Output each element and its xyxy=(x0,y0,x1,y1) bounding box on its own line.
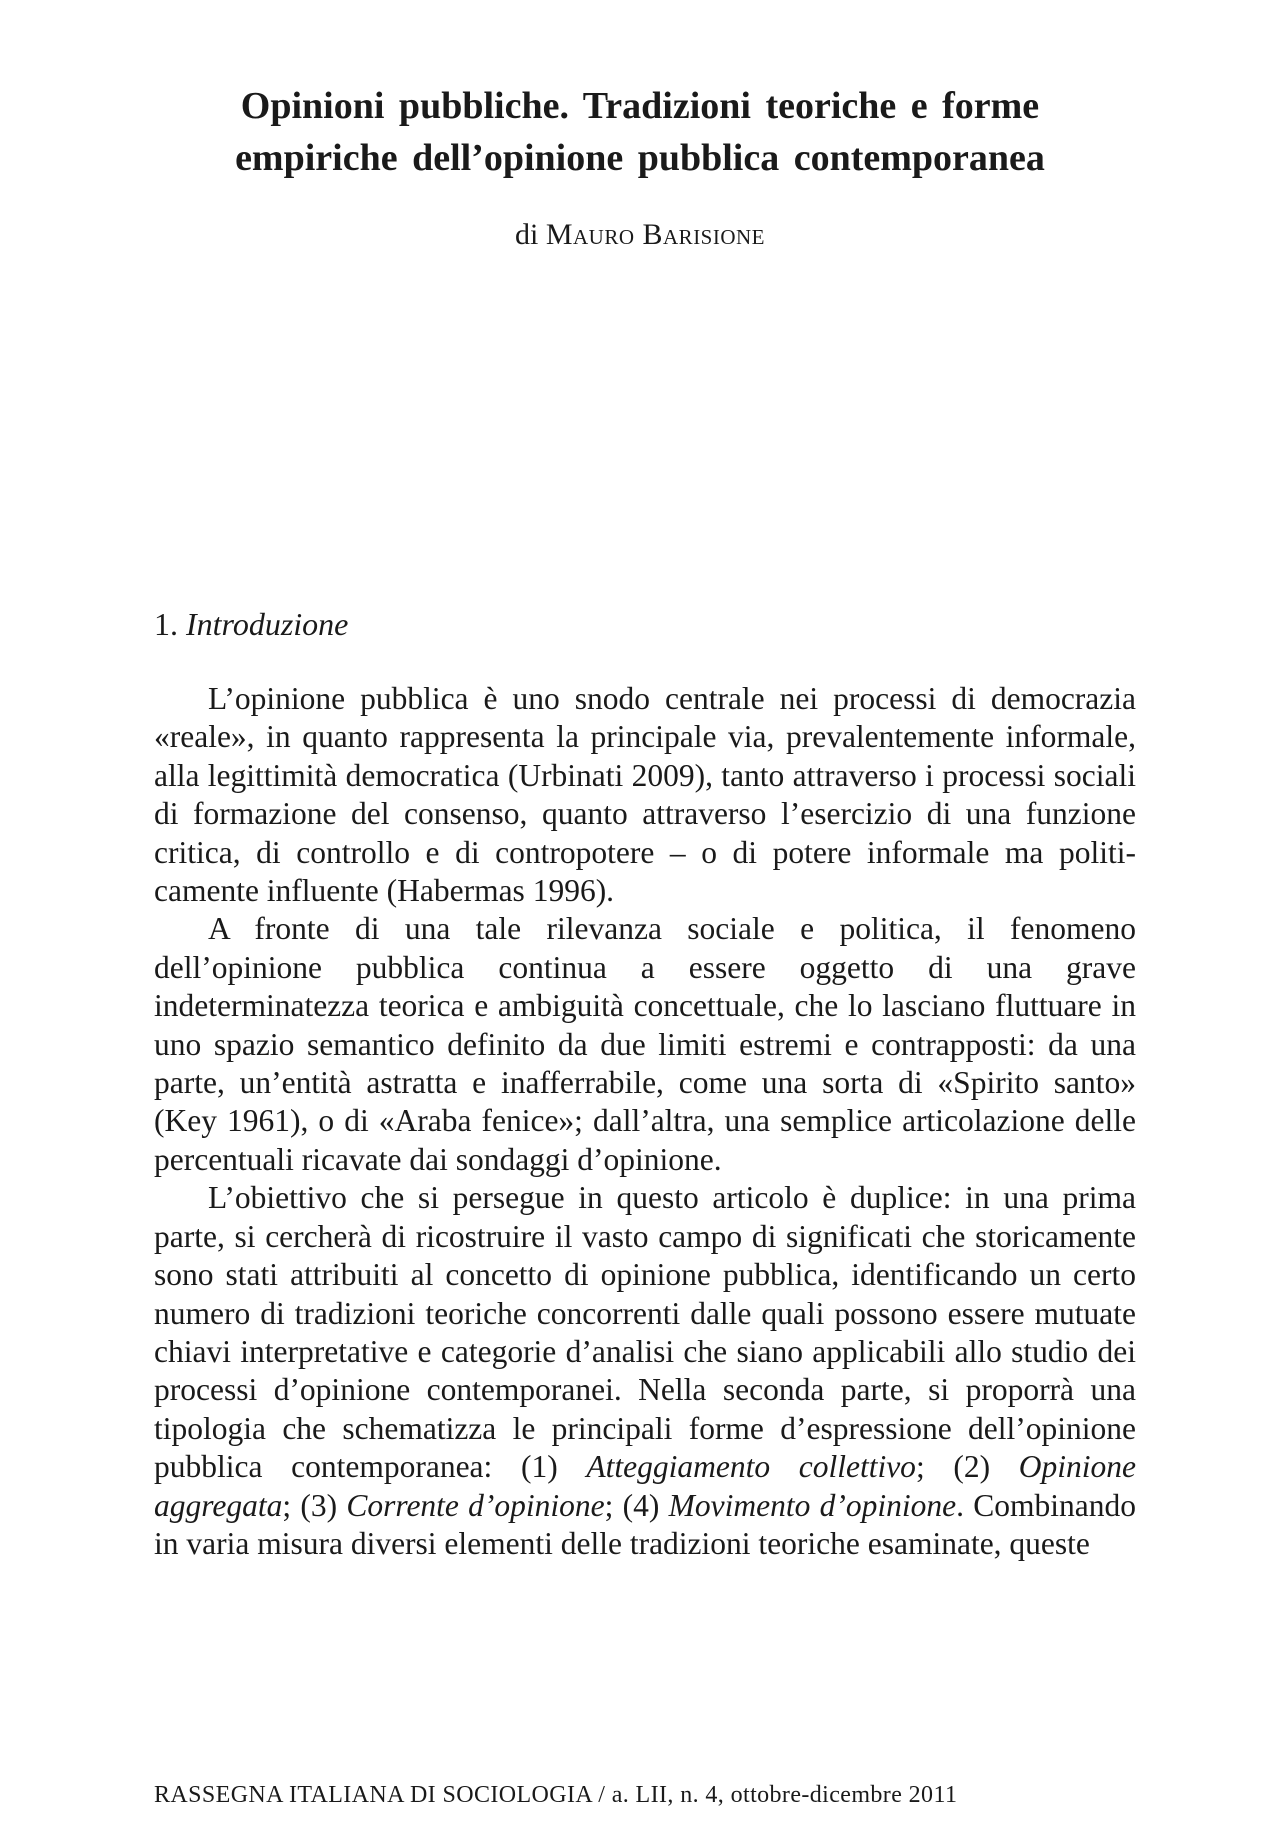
paragraph-1: L’opinione pubblica è uno snodo centrale nei processi di democrazia «reale», in quanto rappresenta la principale via, prevalentemente informale, alla legittimità democratica (Urbinati 2009), tanto attraverso i processi sociali di formazione del consenso, quanto attraverso l’esercizio di una funzione critica, di controllo e di contropotere – o di potere informale ma politicamente influente (Habermas 1996). xyxy=(154,681,1136,909)
term-movimento-opinione: Movimento d’opinione xyxy=(668,1487,957,1523)
paragraph-3-part-2: . Combinando in varia misura diversi elementi delle tradizioni teoriche esaminate, queste xyxy=(154,1487,1137,1561)
journal-issue: / a. LII, n. 4, ottobre-dicembre 2011 xyxy=(598,1782,958,1808)
paragraph-2: A fronte di una tale rilevanza sociale e politica, il fenomeno dell’opinione pubblica continua a essere oggetto di una grave indeterminatezza teorica e ambiguità concettuale, che lo lasciano fluttuare in uno spazio semantico definito da due limiti estremi e contrapposti: da una parte, un’entità astratta e inafferrabile, come una sorta di «Spirito santo» (Key 1961), o di «Araba fenice»; dall’altra, una semplice articolazione delle percentuali ricavate dai sondaggi d’opinione. xyxy=(154,911,1136,1177)
article-title-line-2: empiriche dell’opinione pubblica contemporanea xyxy=(235,137,1045,179)
section-heading xyxy=(154,604,348,644)
author-prefix: di xyxy=(514,218,539,251)
paragraph-3-separator-1: ; (2) xyxy=(915,1449,1019,1485)
paragraph-3-separator-3: ; (4) xyxy=(604,1487,669,1523)
term-opinione-aggregata: Opinione aggregata xyxy=(154,1449,1136,1523)
article-title xyxy=(150,80,1130,184)
paragraph-3 xyxy=(154,1179,1136,1563)
journal-footer xyxy=(154,1780,1136,1810)
term-atteggiamento-collettivo: Atteggiamento collettivo xyxy=(586,1449,916,1485)
section-number: 1. xyxy=(154,606,178,642)
paragraph-3-part-1: L’obiettivo che si persegue in questo articolo è duplice: in una prima parte, si cercherà di ricostruire il vasto campo di significati che storicamente sono stati attribuiti al concetto di opinione pubblica, identificando un certo numero di tradizioni teoriche concorrenti dalle quali possono essere mutuate chiavi interpretative e categorie d’analisi che siano applicabili allo studio dei processi d’opinione contemporanei. Nella seconda parte, si proporrà una tipologia che schematizza le principali forme d’espressione dell’opinione pubblica contemporanea: (1) xyxy=(154,1180,1136,1485)
term-corrente-opinione: Corrente d’opinione xyxy=(346,1487,605,1523)
article-body xyxy=(154,680,1136,1563)
paragraph-3-separator-2: ; (3) xyxy=(282,1487,347,1523)
author-byline xyxy=(150,216,1130,254)
article-title-line-1: Opinioni pubbliche. Tradizioni teoriche e forme xyxy=(240,85,1040,127)
journal-name: RASSEGNA ITALIANA DI SOCIOLOGIA xyxy=(154,1782,592,1808)
section-title: Introduzione xyxy=(186,606,349,642)
author-name: Mauro Barisione xyxy=(545,218,766,251)
